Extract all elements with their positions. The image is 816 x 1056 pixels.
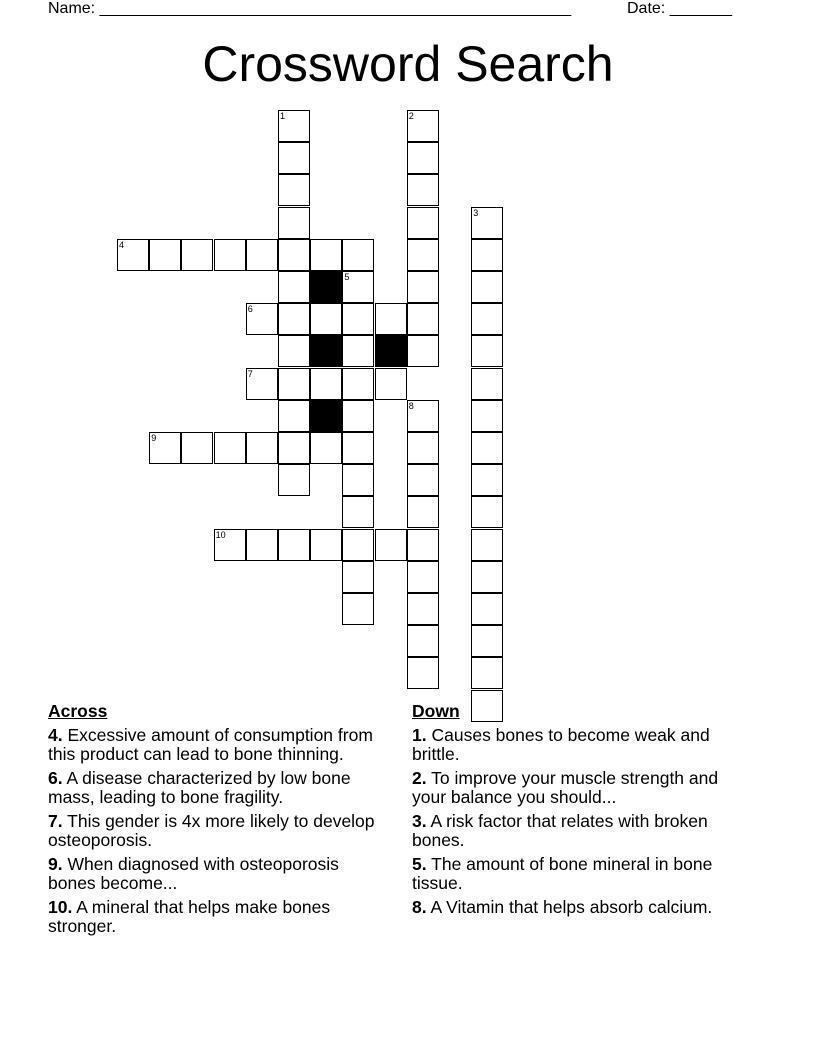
grid-cell[interactable] (407, 303, 439, 335)
blocked-cell (310, 400, 342, 432)
grid-cell[interactable] (310, 368, 342, 400)
clue-number: 1. (412, 724, 427, 745)
grid-cell[interactable] (407, 529, 439, 561)
grid-cell[interactable] (471, 400, 503, 432)
grid-cell[interactable] (278, 239, 310, 271)
blocked-cell (375, 335, 407, 367)
across-clues (48, 702, 388, 941)
clue-number-label: 2 (408, 111, 414, 121)
grid-cell[interactable] (278, 271, 310, 303)
grid-cell[interactable] (471, 335, 503, 367)
clue-text: A risk factor that relates with broken bones. (412, 810, 708, 850)
clue-number: 3. (412, 810, 427, 831)
blocked-cell (310, 335, 342, 367)
grid-cell[interactable] (310, 239, 342, 271)
grid-cell[interactable] (407, 657, 439, 689)
grid-cell[interactable] (278, 110, 310, 142)
grid-cell[interactable] (471, 207, 503, 239)
clue-number: 4. (48, 724, 63, 745)
grid-cell[interactable] (278, 335, 310, 367)
grid-cell[interactable] (471, 657, 503, 689)
down-clue (412, 855, 742, 894)
grid-cell[interactable] (342, 271, 374, 303)
page-title: Crossword Search (202, 36, 614, 92)
grid-cell[interactable] (375, 368, 407, 400)
clue-number: 8. (412, 896, 427, 917)
across-clue (48, 769, 388, 808)
grid-cell[interactable] (342, 593, 374, 625)
name-blank[interactable]: _____________________________________________________ (99, 0, 572, 17)
grid-cell[interactable] (407, 142, 439, 174)
grid-cell[interactable] (214, 432, 246, 464)
grid-cell[interactable] (342, 496, 374, 528)
grid-cell[interactable] (278, 432, 310, 464)
grid-cell[interactable] (471, 496, 503, 528)
grid-cell[interactable] (278, 400, 310, 432)
grid-cell[interactable] (342, 239, 374, 271)
grid-cell[interactable] (342, 335, 374, 367)
grid-cell[interactable] (471, 625, 503, 657)
grid-cell[interactable] (246, 303, 278, 335)
grid-cell[interactable] (471, 368, 503, 400)
grid-cell[interactable] (471, 561, 503, 593)
grid-cell[interactable] (310, 529, 342, 561)
down-clue (412, 726, 742, 765)
clue-number: 6. (48, 767, 63, 788)
grid-cell[interactable] (471, 239, 503, 271)
grid-cell[interactable] (342, 432, 374, 464)
name-label: Name: (48, 0, 96, 17)
grid-cell[interactable] (246, 529, 278, 561)
across-clue (48, 855, 388, 894)
grid-cell[interactable] (342, 303, 374, 335)
grid-cell[interactable] (471, 432, 503, 464)
grid-cell[interactable] (471, 593, 503, 625)
clue-text: To improve your muscle strength and your balance you should... (412, 767, 719, 807)
grid-cell[interactable] (407, 335, 439, 367)
grid-cell[interactable] (407, 464, 439, 496)
grid-cell[interactable] (246, 239, 278, 271)
grid-cell[interactable] (181, 432, 213, 464)
clue-text: When diagnosed with osteoporosis bones become... (48, 853, 339, 893)
down-clue (412, 769, 742, 808)
grid-cell[interactable] (342, 368, 374, 400)
across-clue (48, 812, 388, 851)
clue-number: 10. (48, 896, 73, 917)
clue-number-label: 5 (344, 272, 350, 282)
grid-cell[interactable] (407, 593, 439, 625)
grid-cell[interactable] (471, 303, 503, 335)
grid-cell[interactable] (407, 625, 439, 657)
grid-cell[interactable] (278, 529, 310, 561)
down-heading: Down (412, 701, 460, 721)
grid-cell[interactable] (342, 529, 374, 561)
clue-text: A Vitamin that helps absorb calcium. (430, 896, 713, 917)
grid-cell[interactable] (342, 464, 374, 496)
grid-cell[interactable] (310, 303, 342, 335)
clue-number-label: 10 (215, 529, 226, 540)
grid-cell[interactable] (278, 303, 310, 335)
down-clue (412, 812, 742, 851)
grid-cell[interactable] (246, 432, 278, 464)
grid-cell[interactable] (407, 271, 439, 303)
date-blank[interactable]: _______ (669, 0, 732, 17)
grid-cell[interactable] (471, 529, 503, 561)
grid-cell[interactable] (407, 496, 439, 528)
grid-cell[interactable] (375, 529, 407, 561)
grid-cell[interactable] (214, 239, 246, 271)
clue-text: Causes bones to become weak and brittle. (412, 724, 710, 764)
blocked-cell (310, 271, 342, 303)
clue-text: A mineral that helps make bones stronger. (48, 896, 331, 936)
clue-number-label: 4 (119, 239, 125, 250)
clue-text: A disease characterized by low bone mass, leading to bone fragility. (48, 767, 351, 807)
grid-cell[interactable] (471, 464, 503, 496)
clue-text: The amount of bone mineral in bone tissue. (412, 853, 713, 893)
clue-number: 5. (412, 853, 427, 874)
clue-number-label: 7 (247, 368, 253, 379)
clue-number: 7. (48, 810, 63, 831)
grid-cell[interactable] (149, 432, 181, 464)
clue-number: 2. (412, 767, 427, 788)
grid-cell[interactable] (342, 400, 374, 432)
grid-cell[interactable] (278, 174, 310, 206)
grid-cell[interactable] (407, 239, 439, 271)
clue-number-label: 1 (280, 111, 286, 121)
grid-cell[interactable] (278, 142, 310, 174)
clue-number-label: 8 (408, 400, 414, 411)
grid-cell[interactable] (407, 561, 439, 593)
across-clue (48, 898, 388, 937)
down-clue (412, 898, 742, 918)
clue-text: This gender is 4x more likely to develop osteoporosis. (48, 810, 375, 850)
clue-number: 9. (48, 853, 63, 874)
grid-cell[interactable] (310, 432, 342, 464)
grid-cell[interactable] (117, 239, 149, 271)
grid-cell[interactable] (278, 464, 310, 496)
grid-cell[interactable] (407, 400, 439, 432)
clue-number-label: 9 (151, 433, 157, 443)
grid-cell[interactable] (407, 207, 439, 239)
across-heading: Across (48, 701, 108, 721)
across-clue (48, 726, 388, 765)
grid-cell[interactable] (375, 303, 407, 335)
grid-cell[interactable] (278, 207, 310, 239)
grid-cell[interactable] (407, 110, 439, 142)
grid-cell[interactable] (246, 368, 278, 400)
grid-cell[interactable] (342, 561, 374, 593)
grid-cell[interactable] (407, 432, 439, 464)
grid-cell[interactable] (278, 368, 310, 400)
grid-cell[interactable] (471, 271, 503, 303)
clue-number-label: 3 (473, 207, 479, 218)
clue-text: Excessive amount of consumption from this product can lead to bone thinning. (48, 724, 373, 764)
grid-cell[interactable] (149, 239, 181, 271)
clue-number-label: 6 (247, 304, 253, 315)
grid-cell[interactable] (181, 239, 213, 271)
down-clues (412, 702, 742, 921)
date-label: Date: (627, 0, 666, 17)
grid-cell[interactable] (407, 174, 439, 206)
grid-cell[interactable] (214, 529, 246, 561)
